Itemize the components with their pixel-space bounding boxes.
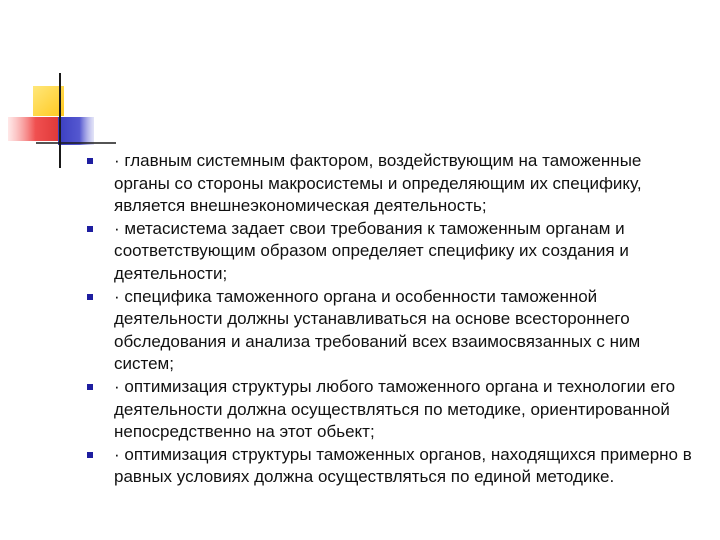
bullet-item [85,444,695,489]
red-bar [8,117,58,141]
blue-square [58,117,94,145]
bullet-list [85,150,695,489]
bullet-text: · метасистема задает свои требования к таможенным органам и соответствующим образом определяет специфику их создания и деятельности; [114,218,629,283]
bullet-text: · специфика таможенного органа и особенности таможенной деятельности должны устанавливаться на основе всестороннего обследования и анализа требований всех взаимосвязанных с ним систем; [114,286,641,374]
bullet-item [85,286,695,376]
corner-squares-decoration [0,0,120,170]
bullet-text: · главным системным фактором, воздействующим на таможенные органы со стороны макросистемы и определяющим их специфику, является внешнеэкономическая деятельность; [114,151,642,216]
bullet-item [85,218,695,286]
square-bullet-icon [87,452,93,458]
bullet-text: · оптимизация структуры таможенных органов, находящихся примерно в равных условиях должна осуществляться по единой методике. [114,444,692,487]
bullet-item [85,376,695,444]
square-bullet-icon [87,158,93,164]
bullet-item [85,150,695,218]
square-bullet-icon [87,294,93,300]
square-bullet-icon [87,226,93,232]
square-bullet-icon [87,384,93,390]
bullet-text: · оптимизация структуры любого таможенного органа и технологии его деятельности должна осуществляться по методике, ориентированной непосредственно на этот обьект; [114,376,676,442]
